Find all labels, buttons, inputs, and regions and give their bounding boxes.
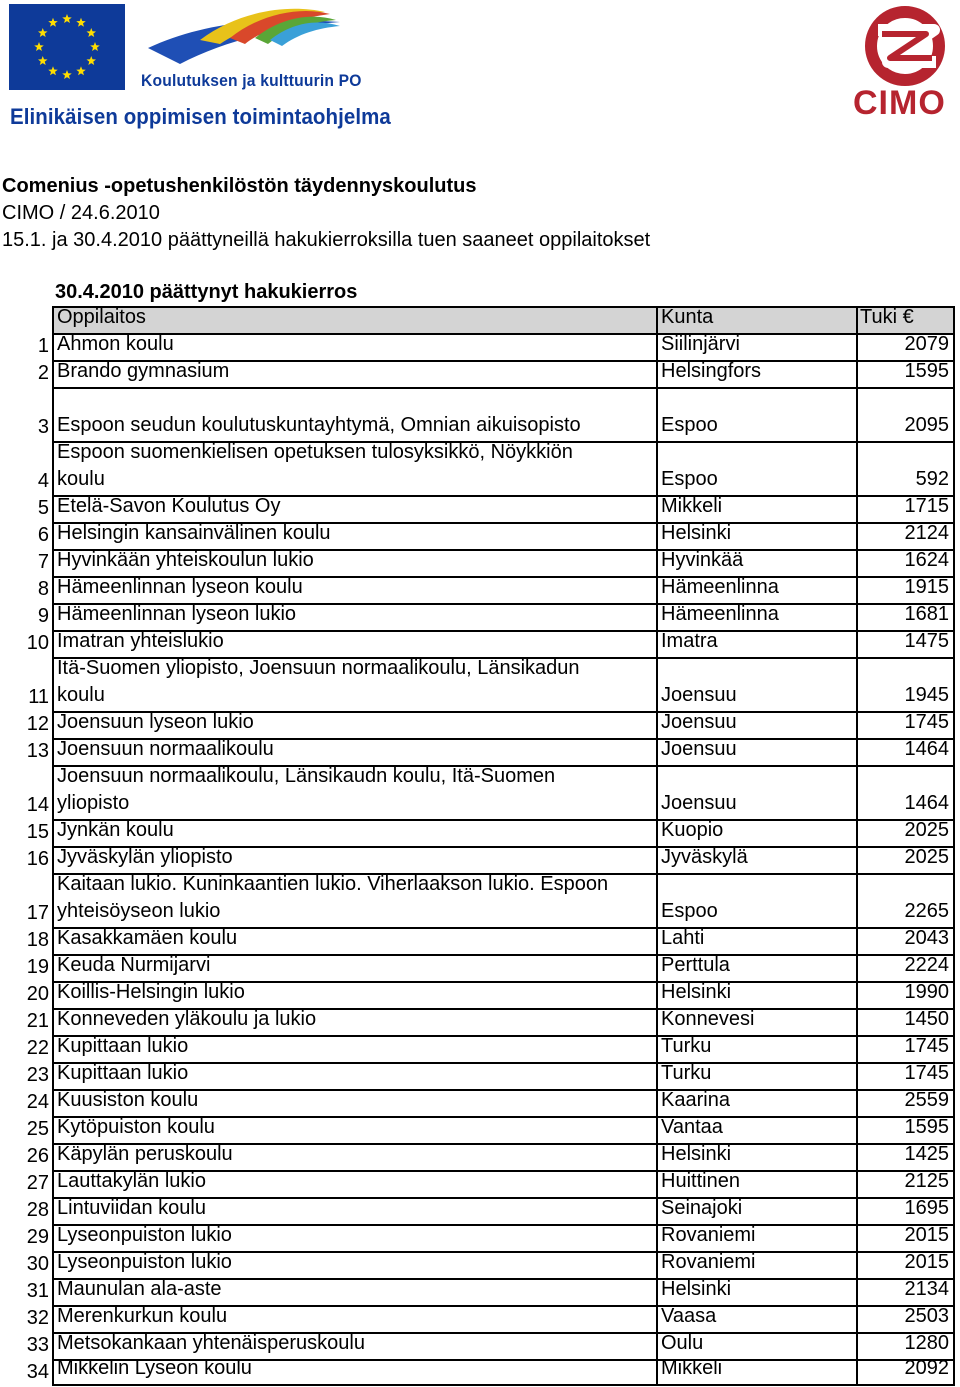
cell-tuki: 2015 [904, 1224, 949, 1246]
cell-oppilaitos: Espoon suomenkielisen opetuksen tulosyksikkö, Nöykkiön koulu [57, 441, 573, 490]
cell-kunta: Konnevesi [661, 1008, 755, 1030]
table-row [0, 981, 960, 1008]
cell-oppilaitos: Itä-Suomen yliopisto, Joensuun normaalikoulu, Länsikadun koulu [57, 657, 580, 706]
table-row [0, 1170, 960, 1197]
cell-tuki: 1715 [904, 495, 949, 517]
row-number: 12 [26, 713, 49, 735]
row-number: 14 [26, 794, 49, 816]
document-date: CIMO / 24.6.2010 [2, 202, 160, 224]
cell-kunta: Vaasa [661, 1305, 717, 1327]
cell-tuki: 1624 [904, 549, 949, 571]
cell-tuki: 2134 [904, 1278, 949, 1300]
cell-kunta: Siilinjärvi [661, 333, 740, 355]
cell-kunta: Oulu [661, 1332, 704, 1354]
document-title: Comenius -opetushenkilöstön täydennyskoulutus [2, 175, 477, 197]
column-header-oppilaitos: Oppilaitos [57, 306, 146, 328]
cell-tuki: 2559 [904, 1089, 949, 1111]
round-title: 30.4.2010 päättynyt hakukierros [55, 281, 358, 303]
cell-kunta: Mikkeli [661, 1357, 723, 1379]
eu-stars-icon [9, 4, 125, 90]
table-row [0, 657, 960, 711]
cell-tuki: 2015 [904, 1251, 949, 1273]
table-row [0, 1008, 960, 1035]
cell-kunta: Espoo [661, 900, 718, 922]
row-number: 10 [26, 632, 49, 654]
table-row [0, 495, 960, 522]
cell-oppilaitos: Koillis-Helsingin lukio [57, 981, 245, 1003]
cell-kunta: Hämeenlinna [661, 603, 779, 625]
cell-tuki: 1745 [904, 711, 949, 733]
cell-oppilaitos: Lyseonpuiston lukio [57, 1251, 232, 1273]
cell-oppilaitos: Konneveden yläkoulu ja lukio [57, 1008, 317, 1030]
row-number: 7 [37, 551, 49, 573]
cell-kunta: Joensuu [661, 711, 737, 733]
cell-tuki: 2079 [904, 333, 949, 355]
cell-oppilaitos: Metsokankaan yhtenäisperuskoulu [57, 1332, 365, 1354]
cell-kunta: Joensuu [661, 792, 737, 814]
table-row [0, 711, 960, 738]
cell-kunta: Helsinki [661, 522, 732, 544]
cell-kunta: Imatra [661, 630, 718, 652]
row-number: 19 [26, 956, 49, 978]
cell-kunta: Rovaniemi [661, 1251, 756, 1273]
column-header-tuki: Tuki € [860, 306, 914, 328]
cell-oppilaitos: Hyvinkään yhteiskoulun lukio [57, 549, 314, 571]
cell-oppilaitos: Maunulan ala-aste [57, 1278, 222, 1300]
cell-tuki: 1990 [904, 981, 949, 1003]
grants-table [0, 306, 960, 1386]
cell-kunta: Seinajoki [661, 1197, 743, 1219]
table-row [0, 819, 960, 846]
cell-kunta: Mikkeli [661, 495, 723, 517]
table-row [0, 954, 960, 981]
table-row [0, 873, 960, 927]
cell-oppilaitos: Hämeenlinnan lyseon koulu [57, 576, 303, 598]
cell-oppilaitos: Hämeenlinnan lyseon lukio [57, 603, 297, 625]
cell-oppilaitos: Kaitaan lukio. Kuninkaantien lukio. Viherlaakson lukio. Espoon yhteisöyseon lukio [57, 873, 609, 922]
cell-oppilaitos: Brando gymnasium [57, 360, 230, 382]
row-number: 13 [26, 740, 49, 762]
cell-kunta: Helsinki [661, 1278, 732, 1300]
cell-tuki: 1425 [904, 1143, 949, 1165]
table-row [0, 333, 960, 360]
table-row [0, 846, 960, 873]
cell-oppilaitos: Lintuviidan koulu [57, 1197, 206, 1219]
cell-tuki: 1695 [904, 1197, 949, 1219]
cell-tuki: 2503 [904, 1305, 949, 1327]
cell-oppilaitos: Mikkelin Lyseon koulu [57, 1357, 252, 1379]
cell-tuki: 2025 [904, 819, 949, 841]
row-number: 4 [37, 470, 49, 492]
cell-tuki: 1915 [904, 576, 949, 598]
row-number: 17 [26, 902, 49, 924]
cell-oppilaitos: Etelä-Savon Koulutus Oy [57, 495, 281, 517]
cell-kunta: Turku [661, 1035, 712, 1057]
cell-tuki: 592 [915, 468, 949, 490]
row-number: 8 [37, 578, 49, 600]
cell-oppilaitos: Imatran yhteislukio [57, 630, 224, 652]
cell-tuki: 1595 [904, 1116, 949, 1138]
row-number: 32 [26, 1307, 49, 1329]
cell-tuki: 2125 [904, 1170, 949, 1192]
cell-kunta: Helsingfors [661, 360, 762, 382]
cell-kunta: Lahti [661, 927, 705, 949]
cell-kunta: Perttula [661, 954, 730, 976]
row-number: 29 [26, 1226, 49, 1248]
cell-tuki: 2095 [904, 414, 949, 436]
eu-flag-logo [9, 4, 125, 90]
cell-tuki: 2124 [904, 522, 949, 544]
cell-oppilaitos: Joensuun lyseon lukio [57, 711, 254, 733]
cell-oppilaitos: Espoon seudun koulutuskuntayhtymä, Omnian aikuisopisto [57, 414, 581, 436]
row-number: 1 [37, 335, 49, 357]
table-row [0, 1251, 960, 1278]
cell-oppilaitos: Jyväskylän yliopisto [57, 846, 233, 868]
column-header-kunta: Kunta [661, 306, 714, 328]
table-row [0, 765, 960, 819]
cell-oppilaitos: Merenkurkun koulu [57, 1305, 228, 1327]
row-number: 30 [26, 1253, 49, 1275]
cell-oppilaitos: Kupittaan lukio [57, 1035, 189, 1057]
cell-oppilaitos: Kasakkamäen koulu [57, 927, 238, 949]
row-number: 28 [26, 1199, 49, 1221]
table-row [0, 441, 960, 495]
llp-swoosh-logo [140, 4, 380, 74]
table-row [0, 387, 960, 441]
cell-kunta: Jyväskylä [661, 846, 748, 868]
row-number: 16 [26, 848, 49, 870]
cell-kunta: Joensuu [661, 684, 737, 706]
cell-oppilaitos: Kupittaan lukio [57, 1062, 189, 1084]
cell-kunta: Espoo [661, 414, 718, 436]
cell-tuki: 1280 [904, 1332, 949, 1354]
cell-kunta: Espoo [661, 468, 718, 490]
cell-oppilaitos: Keuda Nurmijarvi [57, 954, 211, 976]
row-number: 11 [28, 686, 49, 708]
cell-oppilaitos: Kytöpuiston koulu [57, 1116, 215, 1138]
table-row [0, 1116, 960, 1143]
cell-kunta: Helsinki [661, 1143, 732, 1165]
table-header-row [0, 306, 960, 333]
table-row [0, 1197, 960, 1224]
cell-tuki: 1945 [904, 684, 949, 706]
row-number: 3 [37, 416, 49, 438]
row-number: 23 [26, 1064, 49, 1086]
document-subtitle: 15.1. ja 30.4.2010 päättyneillä hakukierroksilla tuen saaneet oppilaitokset [2, 229, 651, 251]
cell-oppilaitos: Jynkän koulu [57, 819, 174, 841]
row-number: 22 [26, 1037, 49, 1059]
cell-kunta: Turku [661, 1062, 712, 1084]
table-row [0, 1089, 960, 1116]
cell-oppilaitos: Helsingin kansainvälinen koulu [57, 522, 331, 544]
table-row [0, 603, 960, 630]
cell-kunta: Helsinki [661, 981, 732, 1003]
cell-kunta: Rovaniemi [661, 1224, 756, 1246]
row-number: 15 [26, 821, 49, 843]
cell-oppilaitos: Lauttakylän lukio [57, 1170, 206, 1192]
cell-tuki: 2092 [904, 1357, 949, 1379]
cell-tuki: 1464 [904, 792, 949, 814]
cell-tuki: 1745 [904, 1062, 949, 1084]
table-row [0, 1278, 960, 1305]
table-row [0, 1359, 960, 1386]
row-number: 34 [26, 1361, 49, 1383]
table-row [0, 549, 960, 576]
cell-tuki: 2265 [904, 900, 949, 922]
row-number: 33 [26, 1334, 49, 1356]
cell-tuki: 1681 [904, 603, 949, 625]
cell-kunta: Kaarina [661, 1089, 730, 1111]
table-row [0, 927, 960, 954]
row-number: 18 [26, 929, 49, 951]
cell-tuki: 1745 [904, 1035, 949, 1057]
cell-tuki: 2224 [904, 954, 949, 976]
cell-tuki: 1464 [904, 738, 949, 760]
row-number: 25 [26, 1118, 49, 1140]
cell-kunta: Kuopio [661, 819, 724, 841]
cell-oppilaitos: Joensuun normaalikoulu, Länsikaudn koulu, Itä-Suomen yliopisto [57, 765, 556, 814]
table-row [0, 738, 960, 765]
cell-oppilaitos: Ahmon koulu [57, 333, 174, 355]
table-row [0, 630, 960, 657]
table-row [0, 1062, 960, 1089]
row-number: 27 [26, 1172, 49, 1194]
cell-oppilaitos: Käpylän peruskoulu [57, 1143, 233, 1165]
cell-tuki: 1475 [904, 630, 949, 652]
row-number: 6 [37, 524, 49, 546]
cell-kunta: Hämeenlinna [661, 576, 779, 598]
cell-oppilaitos: Kuusiston koulu [57, 1089, 199, 1111]
table-row [0, 1224, 960, 1251]
cell-kunta: Huittinen [661, 1170, 740, 1192]
table-row [0, 1143, 960, 1170]
row-number: 21 [26, 1010, 49, 1032]
table-row [0, 576, 960, 603]
llp-program-name: Elinikäisen oppimisen toimintaohjelma [10, 104, 391, 129]
table-row [0, 360, 960, 387]
cimo-emblem-icon [852, 4, 958, 88]
row-number: 24 [26, 1091, 49, 1113]
row-number: 2 [37, 362, 49, 384]
row-number: 20 [26, 983, 49, 1005]
cell-kunta: Joensuu [661, 738, 737, 760]
row-number: 5 [37, 497, 49, 519]
cimo-logo-text: CIMO [853, 84, 946, 122]
cell-oppilaitos: Lyseonpuiston lukio [57, 1224, 232, 1246]
llp-subtitle: Koulutuksen ja kulttuurin PO [141, 71, 362, 90]
table-row [0, 1305, 960, 1332]
cell-tuki: 1450 [904, 1008, 949, 1030]
row-number: 9 [37, 605, 49, 627]
cell-tuki: 2025 [904, 846, 949, 868]
cell-kunta: Hyvinkää [661, 549, 744, 571]
row-number: 26 [26, 1145, 49, 1167]
cell-oppilaitos: Joensuun normaalikoulu [57, 738, 274, 760]
row-number: 31 [26, 1280, 49, 1302]
table-row [0, 1035, 960, 1062]
cell-kunta: Vantaa [661, 1116, 723, 1138]
table-row [0, 522, 960, 549]
cell-tuki: 2043 [904, 927, 949, 949]
cell-tuki: 1595 [904, 360, 949, 382]
